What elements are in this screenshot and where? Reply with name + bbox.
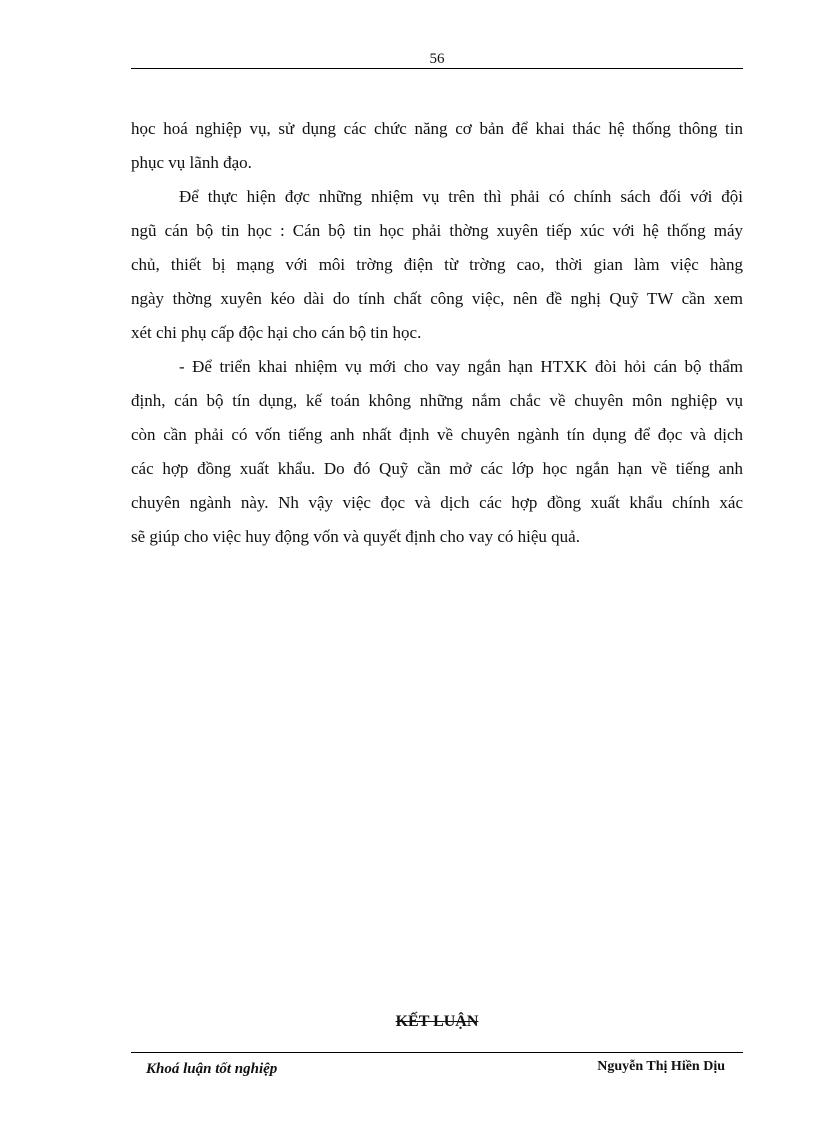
paragraph-first-line: - Để triển khai nhiệm vụ mới cho vay ngắn hạn HTXK đòi hỏi cán bộ thẩm [179, 357, 743, 376]
text-line: chủ, thiết bị mạng với môi trờng điện từ trờng cao, thời gian làm việc hàng [131, 255, 743, 274]
text-line: phục vụ lãnh đạo. [131, 153, 252, 172]
text-line: chuyên ngành này. Nh vậy việc đọc và dịch các hợp đồng xuất khẩu chính xác [131, 493, 743, 512]
text-line: sẽ giúp cho việc huy động vốn và quyết định cho vay có hiệu quả. [131, 527, 580, 546]
footer-rule [131, 1052, 743, 1053]
conclusion-heading: KẾT LUẬN [395, 1013, 479, 1030]
text-line: ngũ cán bộ tin học : Cán bộ tin học phải thờng xuyên tiếp xúc với hệ thống máy [131, 221, 743, 240]
paragraph-first-line: Để thực hiện đợc những nhiệm vụ trên thì phải có chính sách đối với đội [179, 187, 743, 206]
text-line: các hợp đồng xuất khẩu. Do đó Quỹ cần mở các lớp học ngắn hạn về tiếng anh [131, 459, 743, 478]
text-line: xét chi phụ cấp độc hại cho cán bộ tin học. [131, 323, 422, 342]
text-line: còn cần phải có vốn tiếng anh nhất định về chuyên ngành tín dụng để đọc và dịch [131, 425, 743, 444]
footer-thesis-label: Khoá luận tốt nghiệp [146, 1061, 278, 1077]
header-rule [131, 68, 743, 69]
footer-author-name: Nguyễn Thị Hiền Dịu [597, 1059, 725, 1074]
text-line: học hoá nghiệp vụ, sử dụng các chức năng cơ bản để khai thác hệ thống thông tin [131, 119, 743, 138]
text-line: ngày thờng xuyên kéo dài do tính chất công việc, nên đề nghị Quỹ TW cần xem [131, 289, 743, 308]
body-text [131, 112, 743, 554]
text-line: định, cán bộ tín dụng, kế toán không những nắm chắc về chuyên môn nghiệp vụ [131, 391, 743, 410]
page-number: 56 [429, 51, 445, 67]
